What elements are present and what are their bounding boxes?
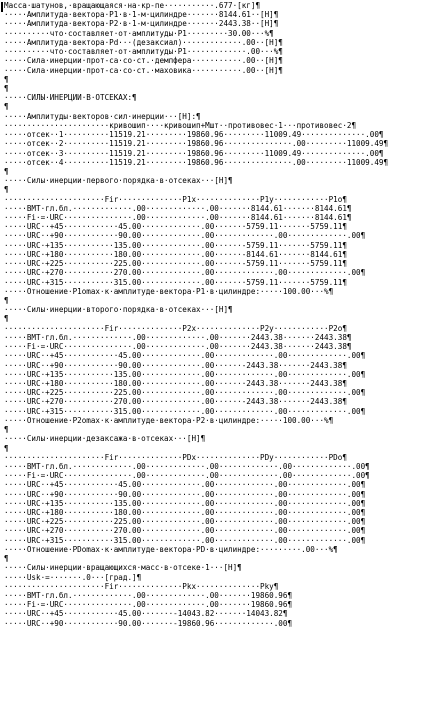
text-line: ·····Силы·инерции·дезаксажа·в·отсеках···[Н]¶ xyxy=(4,434,206,444)
text-line: ·····Амплитуда·вектора·P2·в·1-м·цилиндре·······2443.38··[Н]¶ xyxy=(4,19,279,29)
text-line: ¶ xyxy=(4,314,9,324)
text-line: ¶ xyxy=(4,185,9,195)
text-line: ·····отсек··3··········11519.21·········19860.96·········11009.49··············.00¶ xyxy=(4,148,384,158)
text-line: ······················Fir··············P2x··············P2y············P2o¶ xyxy=(4,323,347,333)
text-line: ·····Сила·инерции·прот-са·со·ст.·маховика···········.00··[Н]¶ xyxy=(4,65,283,75)
text-line: ·····Fi·=·URC···············.00·············.00·······2443.38·······2443.38¶ xyxy=(4,342,352,352)
text-line: ·····URC·+180···········180.00·············.00·············.00·············.00¶ xyxy=(4,508,366,518)
text-line: ·····URC·+225···········225.00·············.00······-5759.11·······5759.11¶ xyxy=(4,259,347,269)
text-line: ·····URC··+90············90.00·············.00·············.00·············.00¶ xyxy=(4,489,366,499)
text-line: ·····URC··+45············45.00·············.00·······5759.11·······5759.11¶ xyxy=(4,222,347,232)
text-line: ·····ВМТ·гл.бл.·············.00·············.00·······19860.96¶ xyxy=(4,591,293,600)
text-line: ·····URC·+135···········135.00·············.00·············.00·············.00¶ xyxy=(4,498,366,508)
text-line: ¶ xyxy=(4,74,9,84)
text-line: ·····URC·+315···········315.00·············.00·············.00·············.00¶ xyxy=(4,535,366,545)
text-line: ·····ВМТ·гл.бл.·············.00·············.00·······8144.61·······8144.61¶ xyxy=(4,203,352,213)
text-line: ¶ xyxy=(4,166,9,176)
text-line: ·····URC·+270···········270.00·············.00······-2443.38·······2443.38¶ xyxy=(4,397,347,407)
text-line: ·····URC·+315···········315.00·············.00·······5759.11·······5759.11¶ xyxy=(4,277,347,287)
text-line: ·····Usk·=·······.0···[град.]¶ xyxy=(4,572,142,582)
text-line: ¶ xyxy=(4,443,9,453)
text-line: ·····URC··+45············45.00·············.00·············.00·············.00¶ xyxy=(4,480,366,490)
text-line: ·····Fi·=·URC···············.00·············.00·······8144.61·······8144.61¶ xyxy=(4,213,352,223)
text-line: ·····отсек··4··········11519.21·········19860.96···············.00·········11009.49¶ xyxy=(4,157,389,167)
text-line: ·····URC·+180···········180.00·············.00·······2443.38·······2443.38¶ xyxy=(4,378,347,388)
text-line: ······················Fir··············P1x··············P1y············P1o¶ xyxy=(4,194,347,204)
text-line: ·····Сила·инерции·прот-са·со·ст.·демпфера···········.00··[Н]¶ xyxy=(4,56,283,66)
text-line: ·····Отношение·P1omax·к·амплитуде·вектора·P1·в·цилиндре:·····100.00···%¶ xyxy=(4,286,334,296)
document-text[interactable] xyxy=(4,1,435,628)
text-cursor xyxy=(1,2,3,12)
text-line: ·····Отношение·P2omax·к·амплитуде·вектора·P2·в·цилиндре:·····100.00···%¶ xyxy=(4,415,334,425)
text-line: ¶ xyxy=(4,296,9,305)
text-line: ·····URC·+180···········180.00·············.00······-8144.61·······8144.61¶ xyxy=(4,249,347,259)
text-line: ·····URC·+225···········225.00·············.00·············.00·············.00¶ xyxy=(4,388,366,398)
text-line: ¶ xyxy=(4,425,9,435)
text-line: ·····URC··+45············45.00·············.00·············.00·············.00¶ xyxy=(4,351,366,361)
text-line: ·····URC··+90············90.00·······-19860.96·············.00¶ xyxy=(4,618,293,628)
text-line: ··········что·составляет·от·амплитуды·P1·········30.00···%¶ xyxy=(4,28,274,38)
text-line: ······················Fir··············PDx··············PDy············PDo¶ xyxy=(4,452,347,462)
text-line: ·····отсек··2··········11519.21·········19860.96···············.00·········11009.49¶ xyxy=(4,139,389,149)
text-line: ·····Fi·=·URC···············.00·············.00·············.00·············.00¶ xyxy=(4,471,370,481)
text-line: ¶ xyxy=(4,554,9,564)
text-line: ··········что·составляет·от·амплитуды·P1·············.00···%¶ xyxy=(4,47,283,57)
text-line: ·····URC··+90············90.00·············.00······-2443.38·······2443.38¶ xyxy=(4,360,347,370)
text-line: ·····Амплитуды·векторов·сил·инерции···[Н]:¶ xyxy=(4,111,201,121)
text-line: ·····Силы·инерции·вращающихся·масс·в·отсеке·1···[Н]¶ xyxy=(4,563,242,573)
text-line: ·····URC·+315···········315.00·············.00·············.00·············.00¶ xyxy=(4,406,366,416)
text-line: ·······················кривошип····кривошип+Mшт··противовес·1···противовес·2¶ xyxy=(4,120,357,130)
text-line: ·····отсек··1··········11519.21·········19860.96·········11009.49··············.00¶ xyxy=(4,130,384,140)
text-line: ¶ xyxy=(4,102,9,112)
text-line: ·····URC·+270···········270.00·············.00·············.00·············.00¶ xyxy=(4,526,366,536)
text-line: ·····Отношение·PDomax·к·амплитуде·вектора·PD·в·цилиндре:·········.00···%¶ xyxy=(4,544,338,554)
text-line: ·····URC·+135···········135.00·············.00······-5759.11·······5759.11¶ xyxy=(4,240,347,250)
text-line: ·····Амплитуда·вектора·Pd···(дезаксиал)·············.00··[Н]¶ xyxy=(4,37,283,47)
text-line: ·····ВМТ·гл.бл.·············.00·············.00·············.00·············.00¶ xyxy=(4,461,370,471)
text-line: ·····Fi·=·URC···············.00·············.00·······19860.96¶ xyxy=(4,600,293,610)
text-line: ·····URC··+45············45.00·······-14043.82·······14043.82¶ xyxy=(4,609,288,619)
text-line: ·····URC··+90············90.00·············.00·············.00·············.00¶ xyxy=(4,231,366,241)
text-line: ·····ВМТ·гл.бл.·············.00·············.00·······2443.38·······2443.38¶ xyxy=(4,332,352,342)
text-line: ·····Силы·инерции·первого·порядка·в·отсеках···[Н]¶ xyxy=(4,176,233,186)
text-line: ·····СИЛЫ·ИНЕРЦИИ·В·ОТСЕКАХ:¶ xyxy=(4,93,137,103)
text-line: ·····URC·+135···········135.00·············.00·············.00·············.00¶ xyxy=(4,369,366,379)
text-line: ¶ xyxy=(4,83,9,93)
text-line: ······················Fir··············Pkx··············Pky¶ xyxy=(4,581,279,591)
text-line: ·····URC·+225···········225.00·············.00·············.00·············.00¶ xyxy=(4,517,366,527)
text-line: ·····Амплитуда·вектора·P1·в·1-м·цилиндре·······8144.61··[Н]¶ xyxy=(4,10,279,20)
text-line: ·····URC·+270···········270.00·············.00·············.00·············.00¶ xyxy=(4,268,366,278)
text-line: Масса·шатунов,·вращающаяся·на·кр-пе···········.677·[кг]¶ xyxy=(4,1,261,10)
text-line: ·····Силы·инерции·второго·порядка·в·отсеках···[Н]¶ xyxy=(4,305,233,315)
